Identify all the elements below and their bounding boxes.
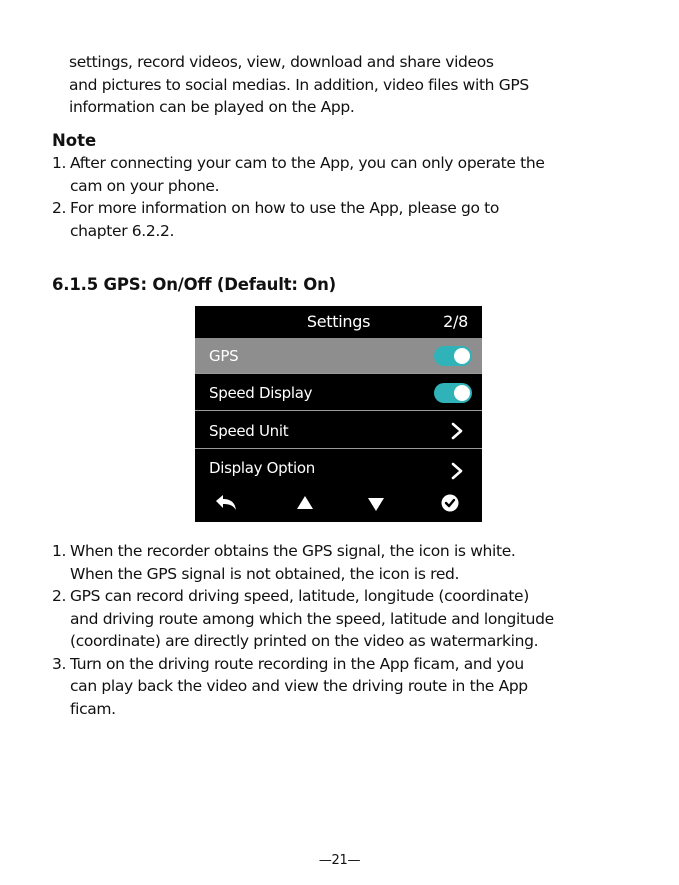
device-screen-footer [195,486,482,522]
menu-item-label: Speed Display [209,384,313,402]
gps-info-item-line: (coordinate) are directly printed on the video as watermarking. [70,632,539,650]
device-settings-screen [195,306,482,522]
gps-info-item [52,653,554,721]
section-heading: 6.1.5 GPS: On/Off (Default: On) [52,275,337,294]
chevron-right-icon [448,462,466,480]
gps-info-item-line: ficam. [70,699,116,718]
gps-info-item [52,540,554,585]
gps-info-item [52,585,554,653]
note-item [52,197,545,242]
note-title: Note [52,131,97,150]
gps-info-item-line: When the recorder obtains the GPS signal, the icon is white. [70,542,516,560]
page-number: —21— [318,853,361,868]
gps-info-item-line: and driving route among which the speed, latitude and longitude [70,609,554,628]
menu-item-speed-display [195,375,482,411]
gps-info-item-number: 3. [52,654,67,673]
intro-line: information can be played on the App. [69,98,355,116]
device-screen-page-indicator: 2/8 [443,312,468,331]
down-triangle-icon [363,492,389,514]
intro-line: and pictures to social medias. In addition, video files with GPS [69,75,529,94]
gps-info-item-line: can play back the video and view the driving route in the App [70,677,528,695]
gps-toggle [434,346,472,366]
note-item-number: 1. [52,154,67,172]
confirm-check-icon [437,492,463,514]
menu-item-label: Display Option [209,459,315,477]
back-arrow-icon [213,492,239,514]
menu-item-speed-unit [195,413,482,449]
note-list [52,152,545,242]
menu-item-label: GPS [209,347,239,365]
note-item-line: chapter 6.2.2. [70,221,175,240]
note-item-line: After connecting your cam to the App, you can only operate the [70,154,545,172]
note-item-number: 2. [52,199,67,217]
intro-paragraph [69,51,529,119]
chevron-right-icon [448,422,466,440]
toggle-knob [454,348,470,364]
gps-info-item-number: 2. [52,587,67,605]
up-triangle-icon [292,492,318,514]
note-item-line: For more information on how to use the App, please go to [70,199,500,217]
gps-info-item-number: 1. [52,542,67,560]
toggle-knob [454,385,470,401]
device-screen-title: Settings [306,312,371,331]
gps-info-item-line: Turn on the driving route recording in the App ficam, and you [70,654,524,673]
note-item [52,152,545,197]
menu-item-label: Speed Unit [209,422,289,440]
speed-display-toggle [434,383,472,403]
menu-item-display-option [195,450,482,486]
menu-item-gps [195,338,482,374]
intro-line: settings, record videos, view, download and share videos [69,53,494,71]
gps-info-list [52,540,554,720]
device-screen-header [195,306,482,338]
gps-info-item-line: When the GPS signal is not obtained, the icon is red. [70,564,460,583]
gps-info-item-line: GPS can record driving speed, latitude, longitude (coordinate) [70,587,529,605]
note-item-line: cam on your phone. [70,176,220,195]
